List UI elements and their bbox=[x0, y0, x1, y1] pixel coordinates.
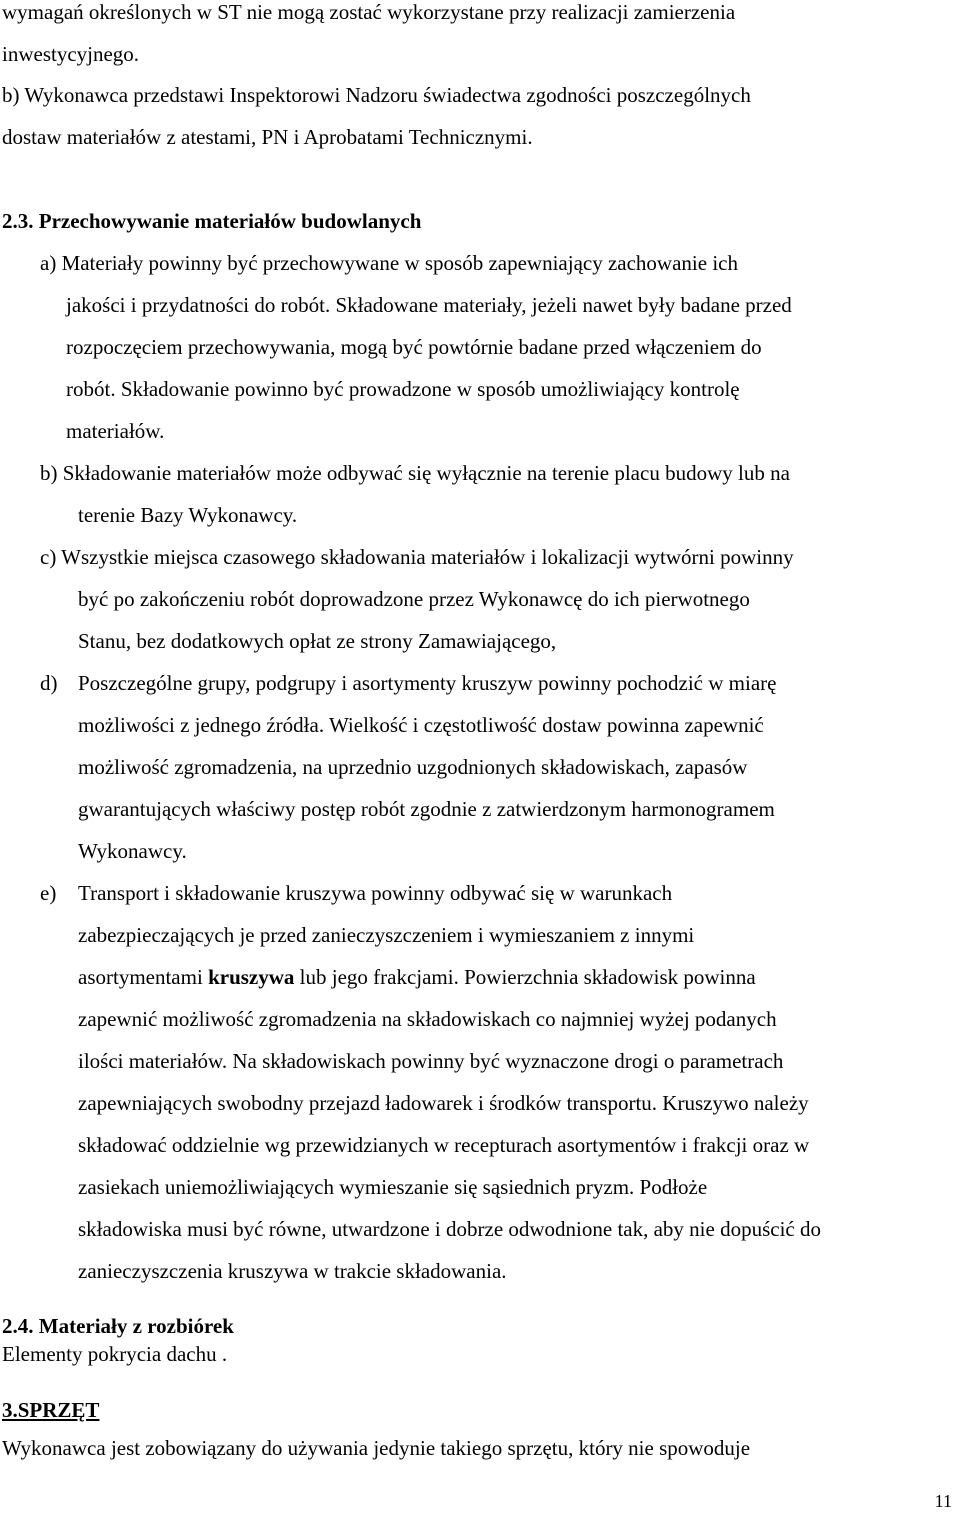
item-a-line-4: robót. Składowanie powinno być prowadzone w sposób umożliwiający kontrolę bbox=[66, 377, 740, 401]
item-e-line-3-after: lub jego frakcjami. Powierzchnia składowisk powinna bbox=[294, 965, 756, 989]
item-c-line-1: c) Wszystkie miejsca czasowego składowania materiałów i lokalizacji wytwórni powinny bbox=[40, 545, 794, 569]
item-d-line-1: Poszczególne grupy, podgrupy i asortymenty kruszyw powinny pochodzić w miarę bbox=[78, 671, 777, 695]
section-3-text: Wykonawca jest zobowiązany do używania jedynie takiego sprzętu, który nie spowoduje bbox=[2, 1436, 751, 1460]
section-2-3-heading: 2.3. Przechowywanie materiałów budowlanych bbox=[2, 209, 422, 233]
item-e-line-5: ilości materiałów. Na składowiskach powinny być wyznaczone drogi o parametrach bbox=[78, 1049, 784, 1073]
item-b-line-1: b) Składowanie materiałów może odbywać się wyłącznie na terenie placu budowy lub na bbox=[40, 461, 790, 485]
section-3-heading: 3.SPRZĘT bbox=[2, 1398, 100, 1422]
intro-line-3: b) Wykonawca przedstawi Inspektorowi Nadzoru świadectwa zgodności poszczególnych bbox=[2, 83, 751, 107]
item-e-line-6: zapewniających swobodny przejazd ładowarek i środków transportu. Kruszywo należy bbox=[78, 1091, 809, 1115]
item-e-line-3-before: asortymentami bbox=[78, 965, 209, 989]
section-2-4-text: Elementy pokrycia dachu . bbox=[2, 1342, 228, 1366]
item-d-label: d) bbox=[40, 671, 58, 695]
item-e-line-10: zanieczyszczenia kruszywa w trakcie składowania. bbox=[78, 1259, 507, 1283]
item-e-line-2: zabezpieczających je przed zanieczyszczeniem i wymieszaniem z innymi bbox=[78, 923, 695, 947]
item-d-line-2: możliwości z jednego źródła. Wielkość i częstotliwość dostaw powinna zapewnić bbox=[78, 713, 764, 737]
item-c-line-3: Stanu, bez dodatkowych opłat ze strony Zamawiającego, bbox=[78, 629, 557, 653]
item-e-line-7: składować oddzielnie wg przewidzianych w recepturach asortymentów i frakcji oraz w bbox=[78, 1133, 810, 1157]
item-e-line-8: zasiekach uniemożliwiających wymieszanie się sąsiednich pryzm. Podłoże bbox=[78, 1175, 708, 1199]
item-a-line-1: a) Materiały powinny być przechowywane w sposób zapewniający zachowanie ich bbox=[40, 251, 738, 275]
item-d-line-4: gwarantujących właściwy postęp robót zgodnie z zatwierdzonym harmonogramem bbox=[78, 797, 775, 821]
item-e-line-4: zapewnić możliwość zgromadzenia na składowiskach co najmniej wyżej podanych bbox=[78, 1007, 777, 1031]
item-a-line-5: materiałów. bbox=[66, 419, 165, 443]
item-e-line-9: składowiska musi być równe, utwardzone i dobrze odwodnione tak, aby nie dopuścić do bbox=[78, 1217, 821, 1241]
item-a-line-3: rozpoczęciem przechowywania, mogą być powtórnie badane przed włączeniem do bbox=[66, 335, 762, 359]
item-c-line-2: być po zakończeniu robót doprowadzone przez Wykonawcę do ich pierwotnego bbox=[78, 587, 750, 611]
intro-line-1: wymagań określonych w ST nie mogą zostać wykorzystane przy realizacji zamierzenia bbox=[2, 0, 736, 24]
item-e-line-3 bbox=[78, 967, 756, 988]
item-b-line-2: terenie Bazy Wykonawcy. bbox=[78, 503, 298, 527]
intro-line-2: inwestycyjnego. bbox=[2, 42, 140, 66]
item-d-line-3: możliwość zgromadzenia, na uprzednio uzgodnionych składowiskach, zapasów bbox=[78, 755, 748, 779]
item-e-label: e) bbox=[40, 881, 57, 905]
item-d-line-5: Wykonawcy. bbox=[78, 839, 187, 863]
item-e-line-1: Transport i składowanie kruszywa powinny odbywać się w warunkach bbox=[78, 881, 673, 905]
page-number: 11 bbox=[934, 1491, 952, 1511]
item-a-line-2: jakości i przydatności do robót. Składowane materiały, jeżeli nawet były badane przed bbox=[66, 293, 792, 317]
intro-line-4: dostaw materiałów z atestami, PN i Aprobatami Technicznymi. bbox=[2, 125, 533, 149]
section-2-4-heading: 2.4. Materiały z rozbiórek bbox=[2, 1314, 234, 1338]
item-e-bold-word: kruszywa bbox=[208, 965, 295, 989]
